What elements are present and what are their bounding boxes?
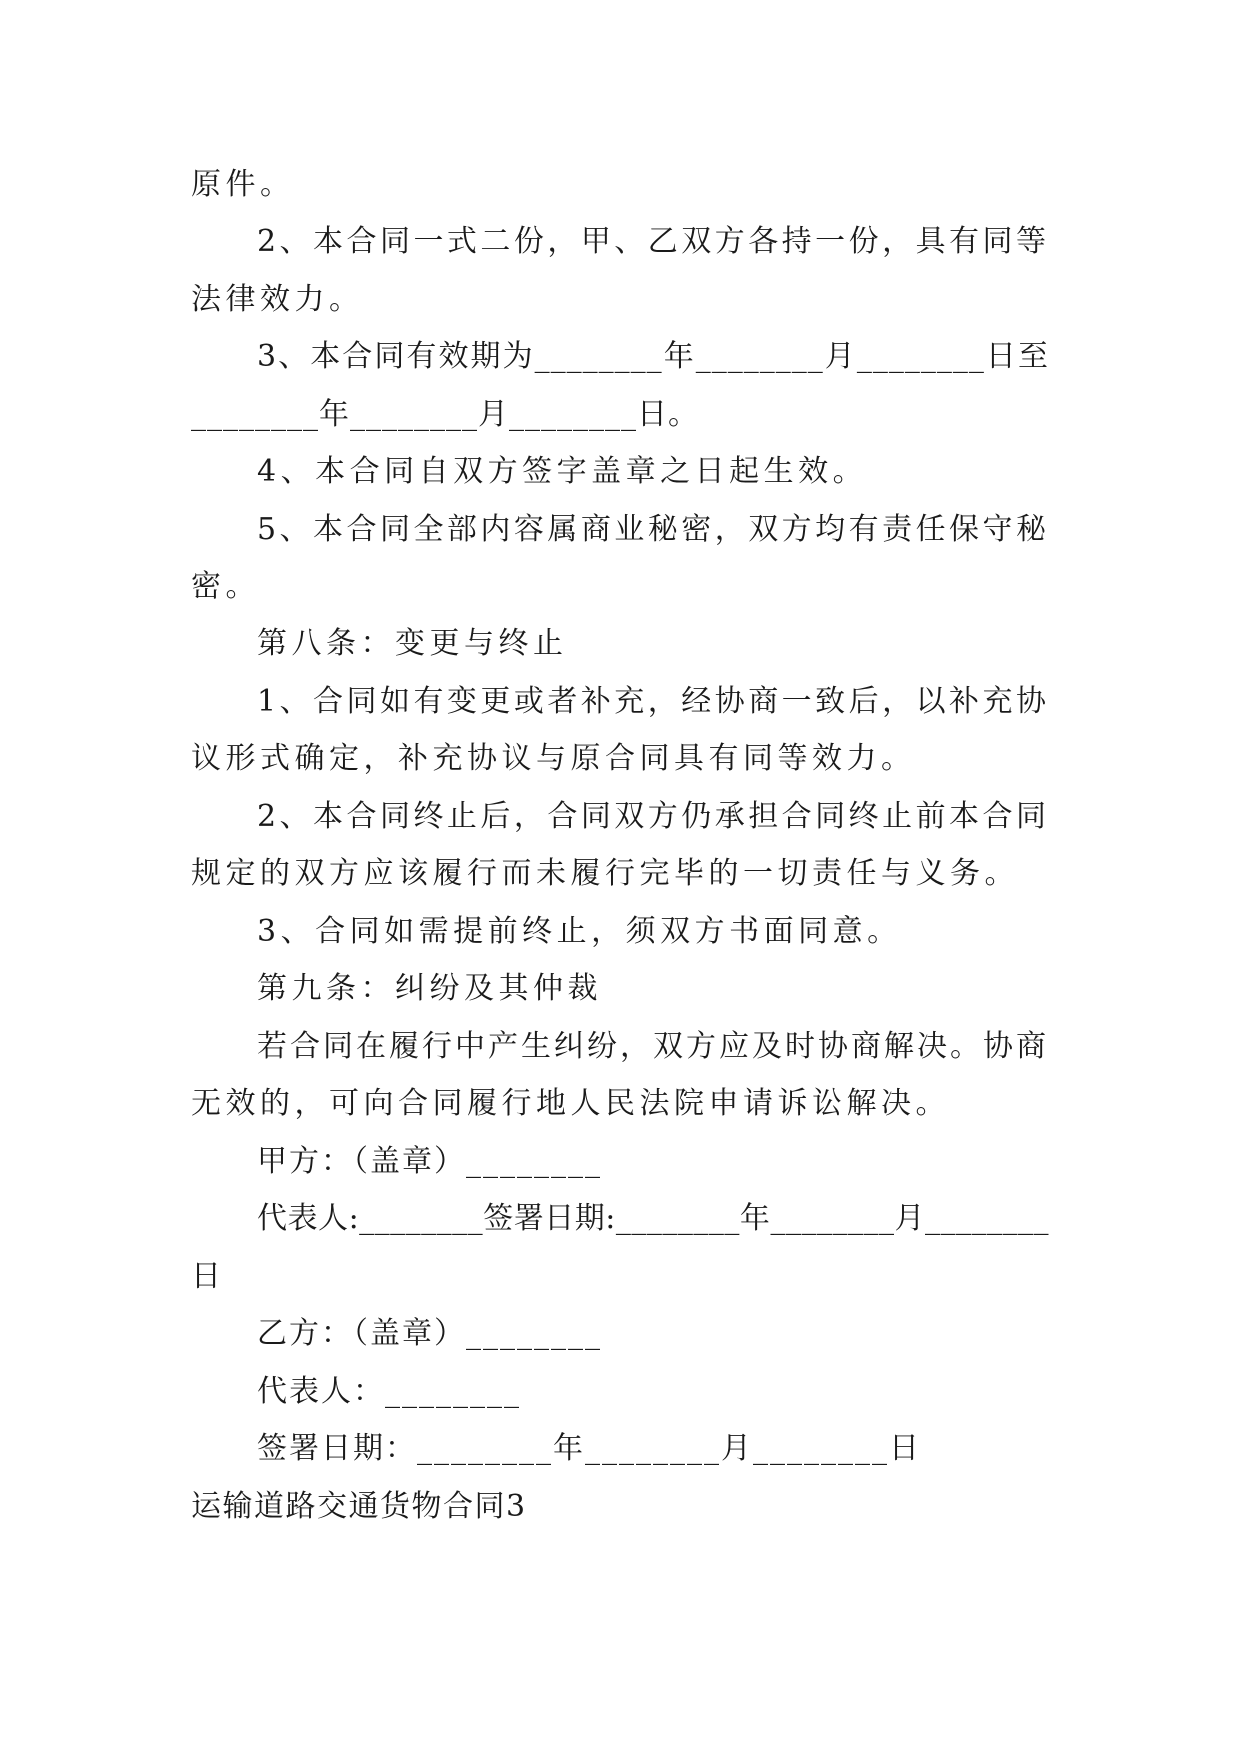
paragraph-line: 3、合同如需提前终止，须双方书面同意。 bbox=[257, 914, 902, 949]
paragraph-line: 原件。 bbox=[191, 167, 295, 202]
paragraph-line: 法律效力。 bbox=[191, 282, 364, 317]
article-heading: 第八条：变更与终止 bbox=[257, 626, 568, 661]
contract-term-line: 3、本合同有效期为________年________月________日至 bbox=[257, 339, 1049, 374]
next-contract-title: 运输道路交通货物合同3 bbox=[191, 1489, 527, 1524]
paragraph-line: 4、本合同自双方签字盖章之日起生效。 bbox=[257, 454, 868, 489]
paragraph-line: 议形式确定，补充协议与原合同具有同等效力。 bbox=[191, 741, 916, 776]
contract-term-line: ________年________月________日。 bbox=[191, 397, 699, 432]
paragraph-line: 规定的双方应该履行而未履行完毕的一切责任与义务。 bbox=[191, 856, 1019, 891]
paragraph-line: 5、本合同全部内容属商业秘密，双方均有责任保守秘 bbox=[257, 512, 1049, 547]
paragraph-line: 2、本合同终止后，合同双方仍承担合同终止前本合同 bbox=[257, 799, 1049, 834]
paragraph-line: 1、合同如有变更或者补充，经协商一致后，以补充协 bbox=[257, 684, 1049, 719]
party-a-signature-line: 甲方：（盖章）________ bbox=[257, 1144, 602, 1179]
representative-date-line: 代表人:________签署日期:________年________月________ bbox=[257, 1201, 1049, 1236]
paragraph-line: 密。 bbox=[191, 569, 260, 604]
paragraph-line: 若合同在履行中产生纠纷，双方应及时协商解决。协商 bbox=[257, 1029, 1049, 1064]
paragraph-line: 日 bbox=[191, 1259, 226, 1294]
paragraph-line: 2、本合同一式二份，甲、乙双方各持一份，具有同等 bbox=[257, 224, 1049, 259]
party-b-signature-line: 乙方：（盖章）________ bbox=[257, 1316, 602, 1351]
signing-date-line: 签署日期：________年________月________日 bbox=[257, 1431, 921, 1466]
article-heading: 第九条：纠纷及其仲裁 bbox=[257, 971, 602, 1006]
representative-line: 代表人：________ bbox=[257, 1374, 521, 1409]
paragraph-line: 无效的，可向合同履行地人民法院申请诉讼解决。 bbox=[191, 1086, 950, 1121]
